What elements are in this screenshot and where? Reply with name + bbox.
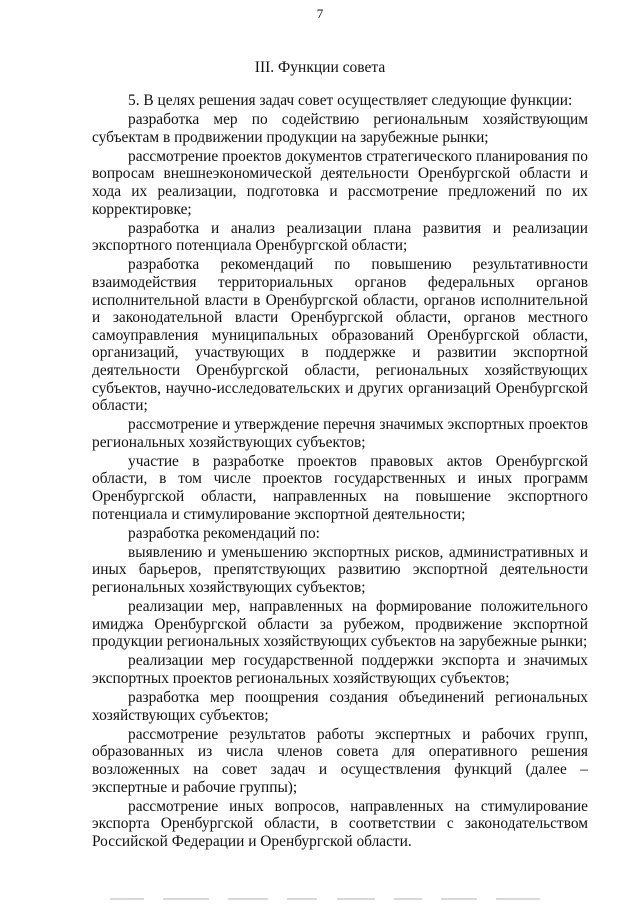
paragraph: рассмотрение результатов работы экспертных и рабочих групп, образованных из числа членов совета для оперативного решения возложенных на совет задач и осуществления функций (далее – экспертные и рабочие группы); [92, 725, 588, 796]
paragraph: разработка рекомендаций по повышению результативности взаимодействия территориальных органов федеральных органов исполнительной власти в Оренбургской области, органов исполнительной и законодательной власти Оренбургской области, органов местного самоуправления муниципальных образований Оренбургской области, организаций, участвующих в поддержке и развитии экспортной деятельности Оренбургской области, региональных хозяйствующих субъектов, научно-исследовательских и других организаций Оренбургской области; [92, 256, 588, 415]
paragraph: рассмотрение иных вопросов, направленных на стимулирование экспорта Оренбургской области, в соответствии с законодательством Российской Федерации и Оренбургской области. [92, 797, 588, 850]
paragraph: разработка мер по содействию региональным хозяйствующим субъектам в продвижении продукции на зарубежные рынки; [92, 111, 588, 146]
page-number: 7 [316, 6, 324, 21]
paragraph: 5. В целях решения задач совет осуществляет следующие функции: [128, 92, 573, 109]
section-title: III. Функции совета [254, 59, 386, 76]
document-body [92, 92, 588, 852]
paragraph: разработка рекомендаций по: [128, 524, 320, 542]
paragraph: выявлению и уменьшению экспортных рисков, административных и иных барьеров, препятствующих развитию экспортной деятельности региональных хозяйствующих субъектов; [92, 543, 588, 597]
paragraph: разработка и анализ реализации плана развития и реализации экспортного потенциала Оренбургской области; [92, 219, 588, 255]
paragraph: разработка мер поощрения создания объединений региональных хозяйствующих субъектов; [92, 689, 588, 724]
paragraph: рассмотрение и утверждение перечня значимых экспортных проектов региональных хозяйствующих субъектов; [92, 416, 588, 451]
paragraph: участие в разработке проектов правовых актов Оренбургской области, в том числе проектов государственных и иных программ Оренбургской области, направленных на повышение экспортного потенциала и стимулирование экспортной деятельности; [92, 452, 588, 523]
scan-artifact-line [110, 896, 540, 901]
paragraph: реализации мер, направленных на формирование положительного имиджа Оренбургской области за рубежом, продвижение экспортной продукции региональных хозяйствующих субъектов на зарубежные рынки; [92, 598, 588, 651]
paragraph: рассмотрение проектов документов стратегического планирования по вопросам внешнеэкономической деятельности Оренбургской области и хода их реализации, подготовка и рассмотрение предложений по их корректировке; [92, 147, 588, 218]
paragraph: реализации мер государственной поддержки экспорта и значимых экспортных проектов региональных хозяйствующих субъектов; [92, 652, 588, 687]
